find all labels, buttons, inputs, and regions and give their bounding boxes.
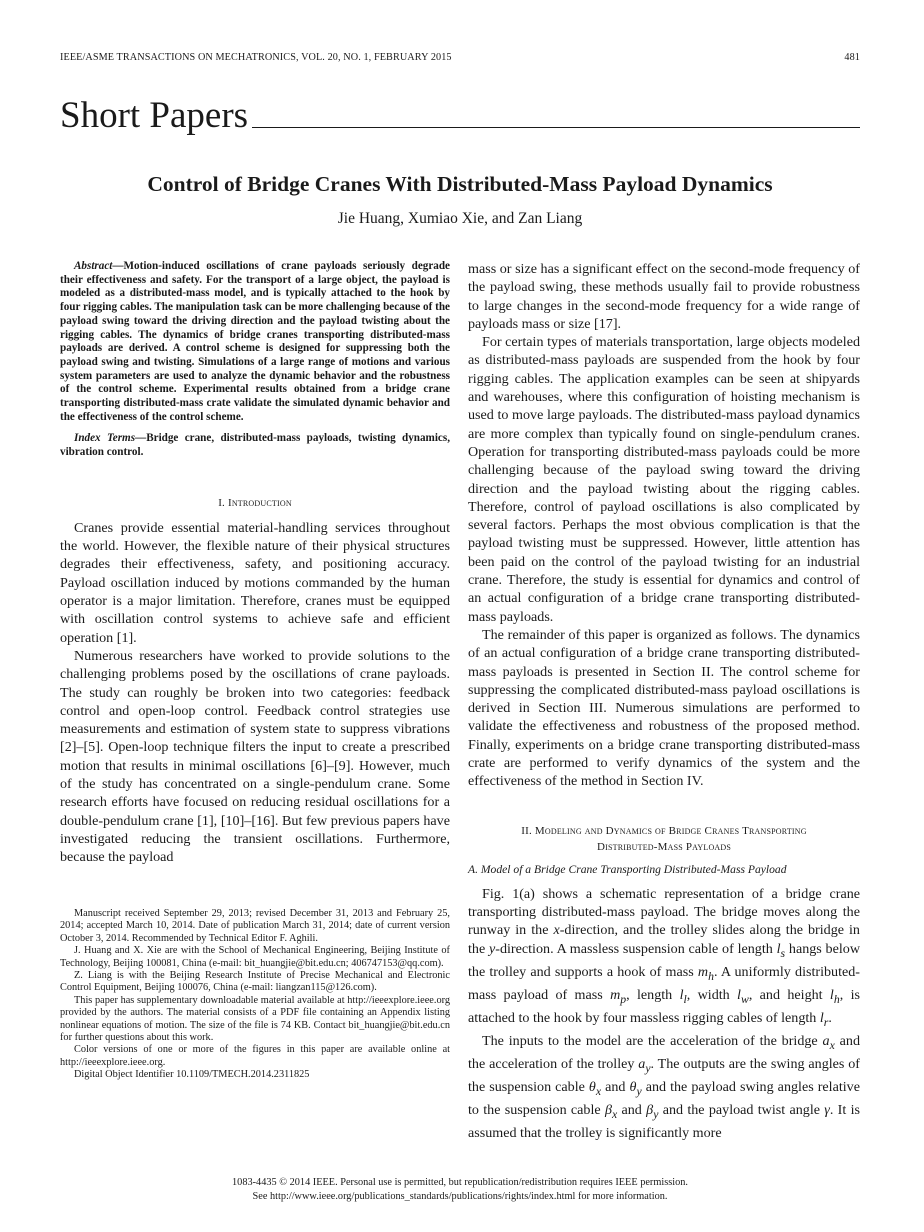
abstract	[60, 260, 450, 424]
model-paragraph: Fig. 1(a) shows a schematic representation of a bridge crane transporting distributed-mass payload. The bridge moves along the runway in the x-direction, and the trolley slides along the bridge in the y-direction. A massless suspension cable of length $l_s$ hangs below the trolley and supports a hook of mass $m_h$. A uniformly distributed-mass payload of mass $m_p$, length $l_l$, width $l_w$, and height $l_h$, is attached to the hook by four massless rigging cables of length $l_r$.	[468, 885, 861, 1029]
intro-paragraph: Numerous researchers have worked to provide solutions to the challenging problems posed by the oscillations of crane payloads. The study can roughly be broken into two categories: feedback control and open-loop control. Feedback control strategies use measurements and estimation of system state to suppress vibrations [2]–[5]. Open-loop technique filters the input to create a prescribed motion that results in minimal oscillations [6]–[9]. However, much of the study has concentrated on a single-pendulum crane. Some research efforts have focused on reducing residual oscillations for a double-pendulum crane [1], [10]–[16]. But few previous papers have investigated reducing the transient oscillations. Furthermore, because the payload	[60, 647, 450, 866]
footnote: Digital Object Identifier 10.1109/TMECH.2014.2311825	[74, 1069, 310, 1081]
intro-heading	[60, 497, 450, 509]
abstract-label: Abstract	[74, 260, 113, 272]
journal-header: IEEE/ASME TRANSACTIONS ON MECHATRONICS, VOL. 20, NO. 1, FEBRUARY 2015	[60, 52, 452, 63]
left-column	[60, 260, 450, 866]
intro-paragraph: The remainder of this paper is organized as follows. The dynamics of an actual configuration of a bridge crane transporting distributed-mass payloads is presented in Section II. The control scheme for suppressing the complicated distributed-mass payload oscillations is derived in Section III. Numerous simulations are performed to validate the effectiveness and robustness of the proposed method. Finally, experiments on a bridge crane transporting distributed-mass crate are performed to verify dynamics of the system and the effectiveness of the method in Section IV.	[468, 626, 860, 790]
subsection-heading: A. Model of a Bridge Crane Transporting Distributed-Mass Payload	[468, 862, 787, 876]
rights-url-line: See http://www.ieee.org/publications_standards/publications/rights/index.html for more information.	[252, 1191, 668, 1202]
footnote: Z. Liang is with the Beijing Research Institute of Precise Mechanical and Electronic Control Equipment, Beijing 100076, China (e-mail: liangzan115@126.com).	[60, 970, 450, 994]
index-terms	[60, 432, 450, 459]
right-column	[468, 260, 860, 1143]
intro-heading-number: I.	[218, 496, 226, 509]
model-paragraph: The inputs to the model are the acceleration of the bridge $a_x$ and the acceleration of the trolley $a_y$. The outputs are the swing angles of the suspension cable $\theta_x$ and $\theta_y$ and the payload swing angles relative to the suspension cable $\beta_x$ and $\beta_y$ and the payload twist angle γ. It is assumed that the trolley is significantly more	[468, 1032, 860, 1142]
index-terms-text: —Bridge crane, distributed-mass payloads, twisting dynamics, vibration control.	[60, 432, 451, 459]
section-rule	[252, 127, 860, 128]
modeling-heading-number: II.	[521, 824, 532, 837]
author-list: Jie Huang, Xumiao Xie, and Zan Liang	[337, 210, 583, 227]
footnote: Color versions of one or more of the figures in this paper are available online at http://ieeexplore.ieee.org.	[60, 1044, 450, 1068]
intro-paragraph: Cranes provide essential material-handling services throughout the world. However, the flexible nature of their physical structures degrades their effectiveness, safety, and positioning accuracy. Payload oscillation induced by motions commanded by the human operator is a major limitation. Therefore, cranes must be equipped with oscillation control systems to achieve safe and efficient operation [1].	[60, 519, 450, 646]
footnote: Manuscript received September 29, 2013; revised December 31, 2013 and February 25, 2014; accepted March 10, 2014. Date of publication March 31, 2014; date of current version October 3, 2014. Recommended by Technical Editor F. Aghili.	[60, 908, 450, 944]
index-terms-label: Index Terms	[74, 432, 136, 445]
section-label-row	[60, 94, 860, 138]
intro-paragraph: For certain types of materials transportation, large objects modeled as distributed-mass payloads are suspended from the hook by four rigging cables. The application examples can be seen at shipyards and warehouses, where this configuration of hoisting mechanism is used to move large payloads. The distributed-mass payload dynamics are more complex than typically found on single-pendulum cranes. Operation for transporting distributed-mass payloads could be more challenging because of the payload swing toward the driving direction and the payload twisting about the rigging cables. Therefore, control of payload oscillations is also complicated by several factors. Perhaps the most obvious complication is that the payload twisting must be suppressed. However, little attention has been paid on the control of the payload twisting for an industrial crane. Therefore, the study is essential for dynamics and control of an actual configuration of a bridge crane transporting distributed-mass payloads.	[468, 334, 860, 625]
footnote: This paper has supplementary downloadable material available at http://ieeexplore.ieee.org provided by the authors. The material consists of a PDF file containing an Appendix listing nonlinear equations of motion. The size of the file is 74 KB. Contact bit_huangjie@bit.edu.cn for further questions about this work.	[60, 994, 450, 1044]
intro-heading-text: Introduction	[227, 496, 292, 509]
copyright-line: 1083-4435 © 2014 IEEE. Personal use is permitted, but republication/redistribution requires IEEE permission.	[232, 1177, 688, 1188]
page-number: 481	[844, 52, 860, 63]
paper-title: Control of Bridge Cranes With Distributed-Mass Payload Dynamics	[147, 172, 773, 196]
footnote: J. Huang and X. Xie are with the School of Mechanical Engineering, Beijing Institute of Technology, Beijing 100081, China (e-mail: bit_huangjie@bit.edu.cn; 406747153@qq.com).	[60, 945, 450, 969]
abstract-text: —Motion-induced oscillations of crane payloads seriously degrade their effectiveness and safety. For the transport of a large object, the payload is modeled as a distributed-mass model, and is typically attached to the hook by four rigging cables. The manipulation task can be more challenging because of the payload swing toward the driving direction and the payload twisting about the rigging cables. The dynamics of bridge cranes transporting distributed-mass payloads are derived. A control scheme is designed for suppressing both the payload swing and twisting. Simulations of a large range of motions and various system parameters are used to analyze the dynamic behavior and the robustness of the control scheme. Experimental results obtained from a bridge crane transporting distributed-mass crate validate the simulated dynamic behavior and the effectiveness of the control scheme.	[60, 260, 450, 423]
footnotes	[60, 908, 450, 1082]
copyright-notice	[60, 1176, 860, 1204]
section-label: Short Papers	[60, 95, 249, 136]
modeling-heading-line2: Distributed-Mass Payloads	[596, 840, 732, 853]
modeling-heading-line1: Modeling and Dynamics of Bridge Cranes Transporting	[534, 824, 807, 837]
intro-paragraph: mass or size has a significant effect on the second-mode frequency of the payload swing, these methods usually fail to provide robustness to large changes in the second-mode frequency for a wide range of payloads mass or size [17].	[468, 261, 860, 332]
modeling-heading	[468, 823, 860, 855]
